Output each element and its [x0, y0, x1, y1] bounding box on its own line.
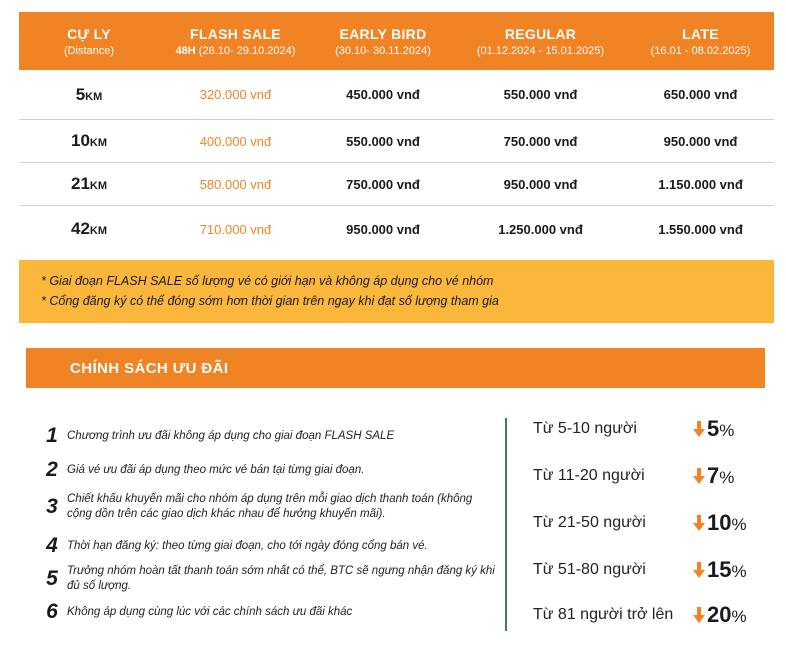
rule-text: Chương trình ưu đãi không áp dụng cho giai đoạn FLASH SALE	[67, 429, 395, 442]
distance-cell: 5KM	[75, 84, 103, 104]
rule-item	[40, 458, 500, 482]
table-header	[19, 12, 774, 70]
table-row	[19, 70, 774, 120]
discount-row: Từ 21-50 người 10%	[533, 510, 747, 535]
regular-price: 950.000 vnđ	[503, 176, 578, 192]
notes-box	[19, 260, 774, 323]
table-row	[19, 120, 774, 163]
rule-item	[40, 492, 500, 522]
table-row	[19, 163, 774, 206]
rule-item	[40, 564, 500, 594]
distance-cell: 21KM	[70, 174, 108, 193]
rule-text: Trưởng nhóm hoàn tất thanh toán sớm nhất có thể, BTC sẽ ngưng nhận đăng ký khi đủ số lượng.	[67, 565, 495, 592]
vertical-divider	[505, 418, 507, 631]
flash-price: 710.000 vnđ	[199, 221, 272, 237]
rule-number: 4	[46, 534, 58, 557]
discount-value: 15	[707, 557, 732, 582]
header-early-bird: EARLY BIRD (30.10- 30.11.2024)	[335, 25, 431, 57]
early-price: 950.000 vnđ	[346, 221, 420, 237]
discount-row: Từ 81 người trở lên 20%	[533, 602, 747, 627]
table-row	[19, 206, 774, 252]
discount-group: Từ 51-80 người	[533, 561, 646, 578]
discount-value: 20	[707, 602, 732, 627]
rule-number: 6	[46, 600, 58, 623]
down-arrow-icon	[693, 468, 705, 484]
rule-item	[40, 534, 500, 558]
down-arrow-icon	[693, 607, 705, 623]
rule-text: Giá vé ưu đãi áp dụng theo mức vé bán tại từng giai đoạn.	[67, 463, 365, 476]
down-arrow-icon	[693, 421, 705, 437]
rule-number: 3	[46, 495, 58, 518]
discount-row: Từ 5-10 người 5%	[533, 416, 735, 441]
header-regular: REGULAR (01.12.2024 - 15.01.2025)	[476, 25, 605, 57]
discount-value: 5	[707, 416, 720, 441]
distance-cell: 10KM	[70, 131, 108, 150]
rule-text: Thời hạn đăng ký: theo từng giai đoạn, cho tới ngày đóng cổng bán vé.	[67, 539, 428, 552]
regular-price: 550.000 vnđ	[503, 87, 578, 102]
discount-row: Từ 11-20 người 7%	[533, 463, 735, 488]
rule-number: 2	[46, 458, 58, 481]
rule-number: 1	[46, 424, 58, 447]
rule-text: Không áp dụng cùng lúc với các chính sách ưu đãi khác	[67, 605, 353, 618]
discount-group: Từ 81 người trở lên	[533, 606, 674, 623]
regular-price: 750.000 vnđ	[503, 133, 578, 149]
discount-group: Từ 21-50 người	[533, 514, 646, 531]
down-arrow-icon	[693, 515, 705, 531]
late-price: 950.000 vnđ	[663, 133, 738, 149]
header-late: LATE (16.01 - 08.02.2025)	[650, 25, 751, 57]
header-flash-sale: FLASH SALE 48H (28.10- 29.10.2024)	[175, 25, 296, 57]
early-price: 450.000 vnđ	[346, 87, 420, 102]
discount-group: Từ 5-10 người	[533, 420, 637, 437]
rule-number: 5	[46, 567, 58, 590]
discount-value: 7	[707, 463, 720, 488]
discount-row: Từ 51-80 người 15%	[533, 557, 747, 582]
late-price: 1.550.000 vnđ	[658, 221, 743, 237]
flash-price: 400.000 vnđ	[199, 133, 272, 149]
discount-value: 10	[707, 510, 732, 535]
rule-text: Chiết khấu khuyến mãi cho nhóm áp dụng trên mỗi giao dịch thanh toán (không cộng dồn trên các giao dịch khác nhau để hưởng khuyến mãi).	[67, 493, 473, 520]
note-line: * Giai đoạn FLASH SALE số lượng vé có giới hạn và không áp dụng cho vé nhóm	[41, 274, 494, 288]
rule-item	[40, 424, 500, 448]
late-price: 1.150.000 vnđ	[658, 176, 743, 192]
flash-price: 320.000 vnđ	[199, 87, 272, 102]
early-price: 550.000 vnđ	[346, 133, 420, 149]
regular-price: 1.250.000 vnđ	[498, 221, 583, 237]
flash-price: 580.000 vnđ	[199, 176, 272, 192]
price-table	[19, 12, 774, 252]
distance-cell: 42KM	[70, 219, 108, 238]
discount-group: Từ 11-20 người	[533, 467, 645, 484]
policy-title: CHÍNH SÁCH ƯU ĐÃI	[70, 360, 229, 377]
policy-header	[26, 348, 765, 388]
header-distance: CỰ LY (Distance)	[63, 25, 115, 57]
early-price: 750.000 vnđ	[346, 176, 420, 192]
late-price: 650.000 vnđ	[663, 87, 738, 102]
down-arrow-icon	[693, 562, 705, 578]
note-line: * Cổng đăng ký có thể đóng sớm hơn thời gian trên ngay khi đạt số lượng tham gia	[41, 294, 499, 308]
rule-item	[40, 600, 500, 624]
